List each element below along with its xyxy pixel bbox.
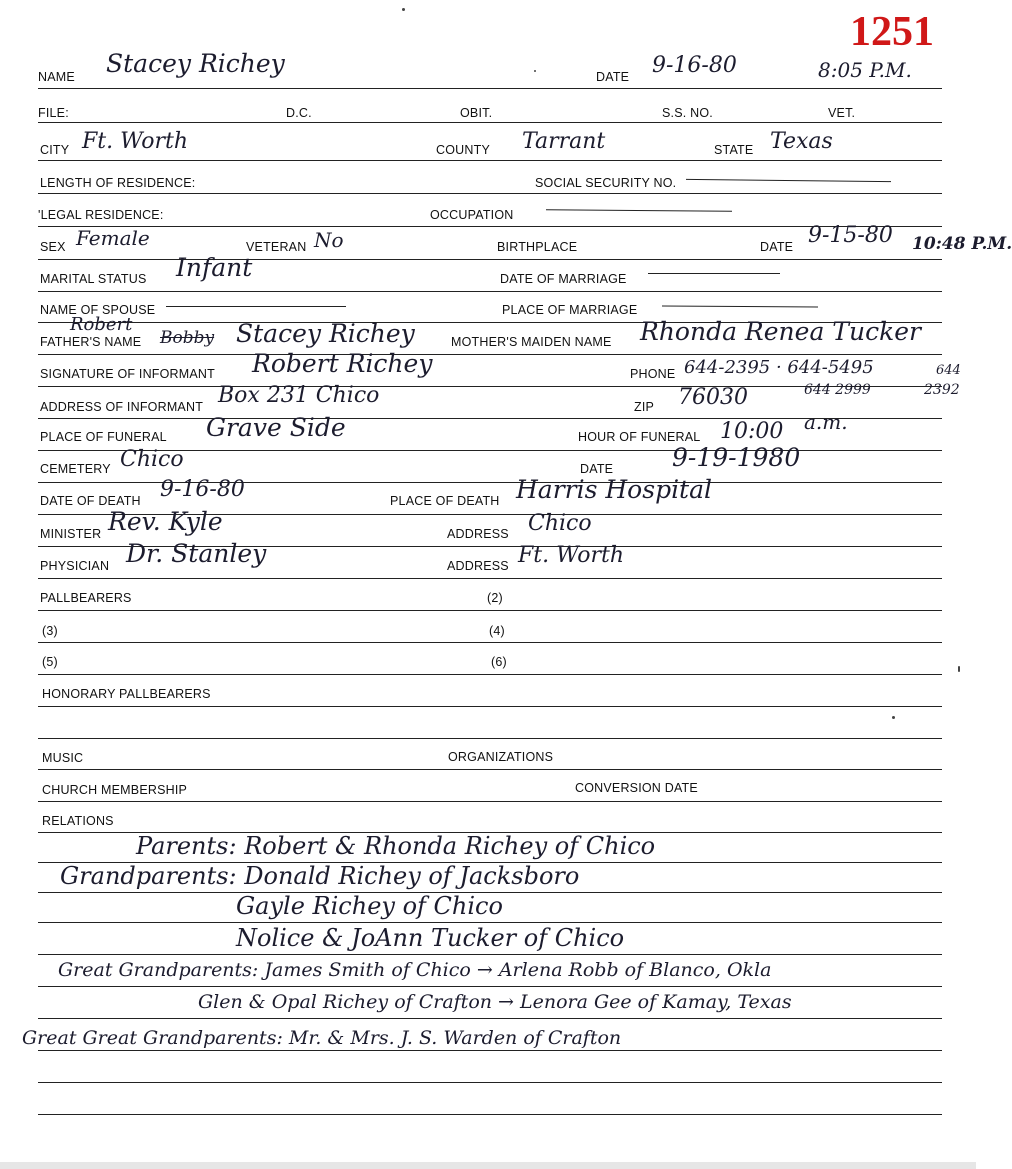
rule-father <box>38 354 942 355</box>
value-place-of-funeral: Grave Side <box>206 413 346 442</box>
value-hour-of-funeral: 10:00 <box>720 419 784 444</box>
label-honorary-pallbearers: HONORARY PALLBEARERS <box>42 687 211 701</box>
rule-relations-5 <box>38 986 942 987</box>
relations-line-5: Great Grandparents: James Smith of Chico → Arlena Robb of Blanco, Okla <box>58 959 772 981</box>
scan-mark <box>402 8 405 11</box>
relations-line-4: Nolice & JoAnn Tucker of Chico <box>236 924 625 952</box>
label-place-of-funeral: PLACE OF FUNERAL <box>40 430 167 444</box>
value-cemetery: Chico <box>120 447 184 472</box>
relations-line-6: Glen & Opal Richey of Crafton → Lenora Gee of Kamay, Texas <box>198 991 792 1013</box>
label-zip: ZIP <box>634 400 655 414</box>
stroke-place-of-marriage <box>662 305 818 307</box>
value-fathers-name-struck: Bobby <box>160 328 215 348</box>
value-zip: 76030 <box>678 385 748 410</box>
label-state: STATE <box>714 143 754 157</box>
value-birth-date: 9-15-80 <box>808 223 893 248</box>
value-name: Stacey Richey <box>106 49 285 78</box>
value-phone-extra-3: 644 2999 <box>804 382 871 398</box>
value-birth-time: 10:48 P.M. <box>912 234 1012 254</box>
value-place-of-death: Harris Hospital <box>516 475 713 504</box>
label-marital-status: MARITAL STATUS <box>40 272 147 286</box>
label-pallbearer-4: (4) <box>489 624 505 638</box>
value-address-of-informant: Box 231 Chico <box>218 383 380 408</box>
label-hour-of-funeral: HOUR OF FUNERAL <box>578 430 701 444</box>
value-county: Tarrant <box>522 129 606 154</box>
record-number: 1251 <box>850 9 934 55</box>
value-marital-status: Infant <box>176 253 253 282</box>
label-date: DATE <box>596 70 630 84</box>
label-obit: OBIT. <box>460 106 493 120</box>
value-mothers-maiden-name: Rhonda Renea Tucker <box>640 317 921 346</box>
rule-relations-9 <box>38 1114 942 1115</box>
value-fathers-name-above: Robert <box>70 314 133 335</box>
rule-relations-6 <box>38 1018 942 1019</box>
rule-church <box>38 801 942 802</box>
label-pallbearer-5: (5) <box>42 655 58 669</box>
stroke-occupation <box>546 209 732 212</box>
rule-relations-8 <box>38 1082 942 1083</box>
label-minister: MINISTER <box>40 527 102 541</box>
value-date: 9-16-80 <box>652 53 737 78</box>
label-physician: PHYSICIAN <box>40 559 110 573</box>
rule-legal <box>38 226 942 227</box>
rule-file <box>38 122 942 123</box>
rule-city <box>38 160 942 161</box>
value-phone: 644-2395 · 644-5495 <box>684 357 874 378</box>
value-minister: Rev. Kyle <box>108 507 223 536</box>
rule-relations-3 <box>38 922 942 923</box>
rule-pallbearers-2 <box>38 642 942 643</box>
label-music: MUSIC <box>42 751 84 765</box>
label-ss-no: S.S. NO. <box>662 106 713 120</box>
label-county: COUNTY <box>436 143 490 157</box>
value-phone-extra-2: 2392 <box>924 382 960 398</box>
value-fathers-name: Stacey Richey <box>236 319 415 348</box>
stroke-ssn <box>686 179 891 182</box>
rule-sex <box>38 259 942 260</box>
value-hour-suffix: a.m. <box>804 410 848 434</box>
label-file: FILE: <box>38 106 69 120</box>
label-church-membership: CHURCH MEMBERSHIP <box>42 783 188 797</box>
label-legal-residence: 'LEGAL RESIDENCE: <box>38 208 164 222</box>
label-length-of-residence: LENGTH OF RESIDENCE: <box>40 176 196 190</box>
rule-name <box>38 88 942 89</box>
relations-line-7: Great Great Grandparents: Mr. & Mrs. J. S. Warden of Crafton <box>22 1027 622 1049</box>
label-phone: PHONE <box>630 367 676 381</box>
value-veteran: No <box>314 228 344 252</box>
label-cemetery: CEMETERY <box>40 462 111 476</box>
label-date-of-marriage: DATE OF MARRIAGE <box>500 272 627 286</box>
label-pallbearer-3: (3) <box>42 624 58 638</box>
value-time: 8:05 P.M. <box>818 58 912 82</box>
label-occupation: OCCUPATION <box>430 208 514 222</box>
stroke-spouse <box>166 306 346 307</box>
scan-bottom-edge <box>0 1162 976 1169</box>
label-relations: RELATIONS <box>42 814 114 828</box>
value-physician: Dr. Stanley <box>126 539 267 568</box>
rule-physician <box>38 578 942 579</box>
label-signature-of-informant: SIGNATURE OF INFORMANT <box>40 367 215 381</box>
value-city: Ft. Worth <box>82 129 188 154</box>
label-fathers-name: FATHER'S NAME <box>40 335 142 349</box>
value-minister-address: Chico <box>528 511 592 536</box>
label-minister-address: ADDRESS <box>447 527 509 541</box>
label-sex: SEX <box>40 240 66 254</box>
label-organizations: ORGANIZATIONS <box>448 750 554 764</box>
rule-marital <box>38 291 942 292</box>
label-mothers-maiden-name: MOTHER'S MAIDEN NAME <box>451 335 612 349</box>
label-address-of-informant: ADDRESS OF INFORMANT <box>40 400 204 414</box>
label-conversion-date: CONVERSION DATE <box>575 781 698 795</box>
label-pallbearer-6: (6) <box>491 655 507 669</box>
stroke-date-of-marriage <box>648 273 780 274</box>
value-physician-address: Ft. Worth <box>518 543 624 568</box>
value-phone-extra-1: 644 <box>936 363 961 378</box>
rule-relations-7 <box>38 1050 942 1051</box>
label-physician-address: ADDRESS <box>447 559 509 573</box>
rule-music <box>38 769 942 770</box>
rule-honorary-1 <box>38 706 942 707</box>
label-date-of-death: DATE OF DEATH <box>40 494 141 508</box>
label-name: NAME <box>38 70 75 84</box>
relations-line-3: Gayle Richey of Chico <box>236 892 503 920</box>
label-place-of-marriage: PLACE OF MARRIAGE <box>502 303 638 317</box>
scan-mark <box>534 70 536 72</box>
value-signature-of-informant: Robert Richey <box>252 349 433 378</box>
rule-pallbearers-1 <box>38 610 942 611</box>
label-birthplace: BIRTHPLACE <box>497 240 578 254</box>
relations-line-1: Parents: Robert & Rhonda Richey of Chico <box>136 832 656 860</box>
label-dc: D.C. <box>286 106 312 120</box>
relations-line-2: Grandparents: Donald Richey of Jacksboro <box>60 862 580 890</box>
rule-pallbearers-3 <box>38 674 942 675</box>
value-sex: Female <box>76 226 150 250</box>
label-pallbearers: PALLBEARERS <box>40 591 132 605</box>
label-veteran: VETERAN <box>246 240 307 254</box>
rule-honorary-2 <box>38 738 942 739</box>
label-name-of-spouse: NAME OF SPOUSE <box>40 303 156 317</box>
value-state: Texas <box>770 129 833 154</box>
rule-length <box>38 193 942 194</box>
label-cemetery-date: DATE <box>580 462 614 476</box>
scan-mark <box>892 716 895 719</box>
label-city: CITY <box>40 143 70 157</box>
label-vet: VET. <box>828 106 856 120</box>
label-social-security-no: SOCIAL SECURITY NO. <box>535 176 677 190</box>
scan-mark <box>958 666 960 672</box>
label-birth-date: DATE <box>760 240 794 254</box>
value-cemetery-date: 9-19-1980 <box>672 443 801 472</box>
rule-relations-4 <box>38 954 942 955</box>
label-place-of-death: PLACE OF DEATH <box>390 494 500 508</box>
value-date-of-death: 9-16-80 <box>160 477 245 502</box>
label-pallbearer-2: (2) <box>487 591 503 605</box>
